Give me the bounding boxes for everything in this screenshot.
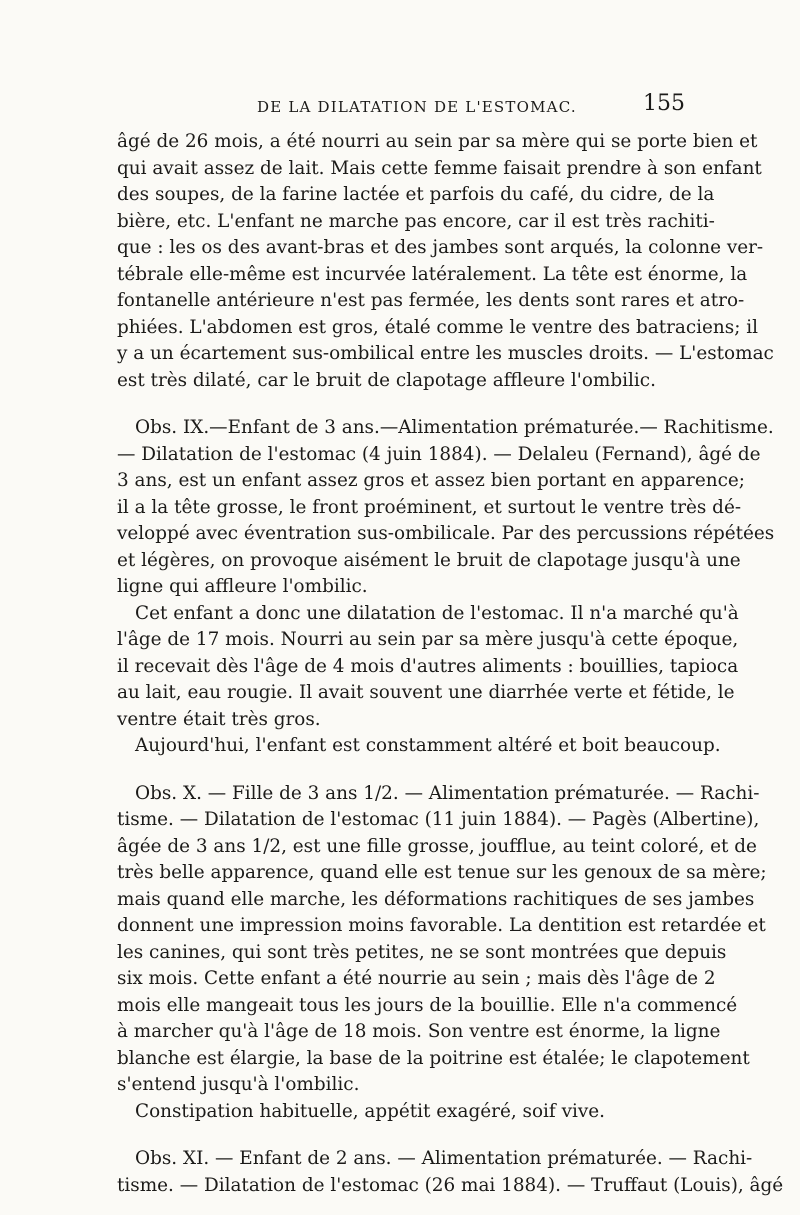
text-line: tébrale elle-même est incurvée latéralement. La tête est énorme, la xyxy=(117,263,748,285)
text-line: — Dilatation de l'estomac (4 juin 1884). — Delaleu (Fernand), âgé de xyxy=(117,443,761,465)
text-line: six mois. Cette enfant a été nourrie au sein ; mais dès l'âge de 2 xyxy=(117,968,716,989)
text-line: mais quand elle marche, les déformations rachitiques de ses jambes xyxy=(117,888,755,910)
page-number: 155 xyxy=(643,91,685,116)
text-line: Constipation habituelle, appétit exagéré, soif vive. xyxy=(135,1100,605,1122)
text-line: fontanelle antérieure n'est pas fermée, les dents sont rares et atro- xyxy=(117,290,745,311)
text-line: ventre était très gros. xyxy=(117,708,321,730)
text-line: qui avait assez de lait. Mais cette femme faisait prendre à son enfant xyxy=(117,157,762,179)
text-line: tisme. — Dilatation de l'estomac (26 mai 1884). — Truffaut (Louis), âgé xyxy=(117,1174,784,1196)
paragraph xyxy=(117,733,721,760)
page-header xyxy=(117,91,685,123)
running-title: DE LA DILATATION DE L'ESTOMAC. xyxy=(257,98,577,116)
text-line: au lait, eau rougie. Il avait souvent une diarrhée verte et fétide, le xyxy=(117,682,735,703)
text-line: âgée de 3 ans 1/2, est une fille grosse, joufflue, au teint coloré, et de xyxy=(117,835,757,857)
observation-xi xyxy=(117,1146,784,1199)
text-line: tisme. — Dilatation de l'estomac (11 juin 1884). — Pagès (Albertine), xyxy=(117,809,760,830)
text-line: 3 ans, est un enfant assez gros et assez bien portant en apparence; xyxy=(117,470,745,491)
text-line: bière, etc. L'enfant ne marche pas encore, car il est très rachiti- xyxy=(117,210,715,232)
text-line: est très dilaté, car le bruit de clapotage affleure l'ombilic. xyxy=(117,369,656,391)
text-line: donnent une impression moins favorable. La dentition est retardée et xyxy=(117,915,766,936)
observation-x xyxy=(117,781,767,1099)
text-line: mois elle mangeait tous les jours de la bouillie. Elle n'a commencé xyxy=(117,994,738,1016)
text-line: ligne qui affleure l'ombilic. xyxy=(117,576,368,597)
text-line: les canines, qui sont très petites, ne se sont montrées que depuis xyxy=(117,941,727,963)
text-line: y a un écartement sus-ombilical entre les muscles droits. — L'estomac xyxy=(117,343,774,364)
text-line: Obs. X. — Fille de 3 ans 1/2. — Alimentation prématurée. — Rachi- xyxy=(135,782,760,804)
text-line: que : les os des avant-bras et des jambes sont arqués, la colonne ver- xyxy=(117,237,764,258)
paragraph xyxy=(117,1099,685,1126)
text-line: âgé de 26 mois, a été nourri au sein par sa mère qui se porte bien et xyxy=(117,131,758,152)
text-line: Cet enfant a donc une dilatation de l'estomac. Il n'a marché qu'à xyxy=(135,602,739,624)
text-line: phiées. L'abdomen est gros, étalé comme le ventre des batraciens; il xyxy=(117,316,759,338)
paragraph xyxy=(117,601,739,734)
text-line: Aujourd'hui, l'enfant est constamment altéré et boit beaucoup. xyxy=(135,735,721,756)
text-line: à marcher qu'à l'âge de 18 mois. Son ventre est énorme, la ligne xyxy=(117,1021,721,1042)
text-line: blanche est élargie, la base de la poitrine est étalée; le clapotement xyxy=(117,1047,750,1069)
text-line: Obs. IX.—Enfant de 3 ans.—Alimentation prématurée.— Rachitisme. xyxy=(135,417,774,438)
text-line: des soupes, de la farine lactée et parfois du café, du cidre, de la xyxy=(117,184,715,205)
observation-ix xyxy=(117,415,775,601)
text-line: et légères, on provoque aisément le bruit de clapotage jusqu'à une xyxy=(117,549,741,571)
text-line: il a la tête grosse, le front proéminent, et surtout le ventre très dé- xyxy=(117,496,742,518)
text-line: il recevait dès l'âge de 4 mois d'autres aliments : bouillies, tapioca xyxy=(117,655,739,677)
text-line: Obs. XI. — Enfant de 2 ans. — Alimentation prématurée. — Rachi- xyxy=(135,1148,753,1169)
text-line: veloppé avec éventration sus-ombilicale. Par des percussions répétées xyxy=(117,523,775,544)
paragraph xyxy=(117,129,774,394)
text-line: s'entend jusqu'à l'ombilic. xyxy=(117,1074,360,1095)
text-line: l'âge de 17 mois. Nourri au sein par sa mère jusqu'à cette époque, xyxy=(117,629,739,650)
text-line: très belle apparence, quand elle est tenue sur les genoux de sa mère; xyxy=(117,862,767,883)
page-body xyxy=(117,129,784,1199)
